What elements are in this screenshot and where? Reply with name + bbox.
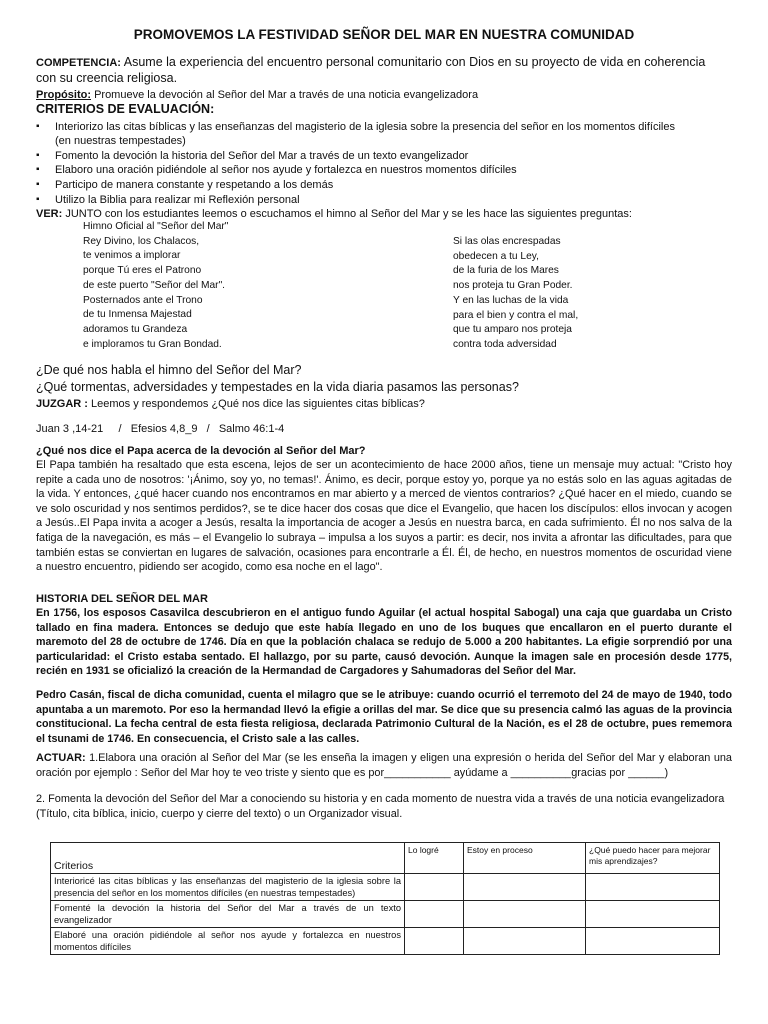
hymn-line: Y en las luchas de la vida [453, 294, 569, 306]
actuar-label: ACTUAR: [36, 752, 86, 764]
criterio-bullet-1: ▪ [36, 121, 40, 132]
ver-label: VER: [36, 208, 63, 220]
header-en-proceso: Estoy en proceso [464, 843, 586, 874]
criterio-item-5: Utilizo la Biblia para realizar mi Reflexión personal [55, 194, 300, 206]
criterio-item-2: Fomento la devoción la historia del Señor del Mar a través de un texto evangelizador [55, 150, 469, 162]
header-mejorar: ¿Qué puedo hacer para mejorar mis aprendizajes? [586, 843, 720, 874]
historia-paragraph-2: Pedro Casán, fiscal de dicha comunidad, cuenta el milagro que se le atribuye: cuando ocurrió el terremoto del 24 de mayo de 1940, todo apuntaba a un maremoto. Por eso la hermandad llevó la efigie a orillas del mar. Se dice que su presencia calmó las aguas de la provincia constitucional. La fecha central de esta fiesta religiosa, declarada Patrimonio Cultural de la Nación, es el 28 de octubre, pues rememora el tsunami de 1746. En consecuencia, el Cristo sale a las calles. [36, 689, 732, 745]
table-row [51, 874, 720, 901]
hymn-line: contra toda adversidad [453, 338, 557, 350]
mejorar-cell[interactable] [586, 928, 720, 955]
table-header-row [51, 843, 720, 874]
criterio-item-4: Participo de manera constante y respetando a los demás [55, 179, 334, 191]
actuar-paragraph [36, 751, 732, 780]
actuar-text: 1.Elabora una oración al Señor del Mar (se les enseña la imagen y eligen una expresión o herida del Señor del Mar y elaboran una oración por ejemplo : Señor del Mar hoy te veo triste y siento que es por___________ ayúdame a __________gracias por ______) [36, 752, 732, 779]
bible-citations: Juan 3 ,14-21 / Efesios 4,8_9 / Salmo 46:1-4 [36, 423, 285, 435]
criterio-item-1: Interiorizo las citas bíblicas y las enseñanzas del magisterio de la iglesia sobre la presencia del señor en los momentos difíciles [55, 121, 675, 133]
table-row [51, 901, 720, 928]
lo-logre-cell[interactable] [405, 901, 464, 928]
juzgar-line [36, 397, 425, 411]
en-proceso-cell[interactable] [464, 928, 586, 955]
criterio-item-1-cont: (en nuestras tempestades) [55, 135, 186, 147]
task-2-paragraph: 2. Fomenta la devoción del Señor del Mar a conociendo su historia y en cada momento de nuestra vida a través de una noticia evangelizadora (Título, cita bíblica, inicio, cuerpo y cierre del texto) o un Organizador visual. [36, 793, 725, 820]
hymn-line: Si las olas encrespadas [453, 236, 561, 247]
en-proceso-cell[interactable] [464, 901, 586, 928]
lo-logre-cell[interactable] [405, 928, 464, 955]
header-criterios: Criterios [51, 843, 405, 874]
historia-paragraph-1: En 1756, los esposos Casavilca descubrieron en el antiguo fundo Aguilar (el actual hospital Sabogal) una caja que guardaba un Cristo tallado en fina madera. Entonces se dedujo que este había llegado en uno de los buques que encallaron en el puerto durante el maremoto del 28 de octubre de 1746. Día en que la población chalaca se redujo de 5.000 a 200 habitantes. La efigie sorprendió por una particularidad: el Cristo estaba sentado. El hallazgo, por su parte, causó devoción. Aunque la imagen sale en procesión desde 1775, recién en 1931 se oficializó la creación de la Hermandad de Cargadores y Sahumadoras del Señor del Mar. [36, 607, 732, 678]
ver-line [36, 207, 632, 221]
hymn-line: para el bien y contra el mal, [453, 309, 579, 321]
question-1: ¿De qué nos habla el himno del Señor del Mar? [36, 363, 302, 377]
hymn-line: que tu amparo nos proteja [453, 324, 572, 336]
criterio-item-3: Elaboro una oración pidiéndole al señor nos ayude y fortalezca en nuestros momentos difíciles [55, 164, 517, 176]
hymn-line: de tu Inmensa Majestad [83, 309, 192, 321]
ver-text: JUNTO con los estudiantes leemos o escuchamos el himno al Señor del Mar y se les hace las siguientes preguntas: [65, 208, 632, 220]
proposito-line [36, 88, 478, 102]
proposito-label: Propósito: [36, 89, 91, 101]
lo-logre-cell[interactable] [405, 874, 464, 901]
competencia-text-1: Asume la experiencia del encuentro personal comunitario con Dios en su proyecto de vida en coherencia [123, 55, 706, 69]
mejorar-cell[interactable] [586, 901, 720, 928]
hymn-line: de este puerto "Señor del Mar". [83, 279, 226, 291]
criterio-bullet-4: ▪ [36, 179, 40, 190]
papa-paragraph: El Papa también ha resaltado que esta escena, lejos de ser un acontecimiento de hace 2000 años, tiene un mensaje muy actual: "Cristo hoy repite a cada uno de nosotros: '¡Ánimo, soy yo, no temas!'. Ánimo, es decir, porque estoy yo, porque ya no estás solo en las aguas agitadas de la vida. Y entonces, ¿qué hacer cuando nos encontramos en mar abierto y a merced de vientos contrarios? ¿Qué hacer en el miedo, cuando se ve solo oscuridad y nos sentimos perdidos?, se te dice hacer dos cosas que dice el Evangelio, que hacen los discípulos: ellos invocan y acogen a Jesús..El Papa invita a acoger a Jesús, resalta la importancia de acoger a Jesús en nuestra barca, en cada sufrimiento. Él no nos salva de la fatiga de la navegación, es más – el Evangelio lo subraya – impulsa a los suyos a partir: es decir, nos invita a afrontar las dificultades, para que también estas se conviertan en lugares de salvación, ocasiones para encontrarle a Él. Él, de hecho, en nuestros momentos de oscuridad viene a nuestro encuentro, pidiendo ser acogido, como esa noche en el lago". [36, 459, 732, 574]
criterio-cell: Fomenté la devoción la historia del Señor del Mar a través de un texto evangelizador [51, 901, 405, 928]
hymn-line: e imploramos tu Gran Bondad. [83, 338, 222, 350]
criterios-heading: CRITERIOS DE EVALUACIÓN: [36, 102, 215, 116]
hymn-line: porque Tú eres el Patrono [83, 265, 202, 277]
hymn-line: Rey Divino, los Chalacos, [83, 235, 200, 247]
hymn-line: Himno Oficial al "Señor del Mar" [83, 221, 229, 232]
header-lo-logre: Lo logré [405, 843, 464, 874]
hymn-line: obedecen a tu Ley, [453, 250, 539, 262]
papa-heading: ¿Qué nos dice el Papa acerca de la devoción al Señor del Mar? [36, 445, 366, 457]
hymn-line: adoramos tu Grandeza [83, 323, 188, 335]
proposito-text: Promueve la devoción al Señor del Mar a través de una noticia evangelizadora [94, 89, 479, 101]
criterio-cell: Interioricé las citas bíblicas y las enseñanzas del magisterio de la iglesia sobre la presencia del señor en los momentos difíciles (en nuestras tempestades) [51, 874, 405, 901]
criterio-cell: Elaboré una oración pidiéndole al señor nos ayude y fortalezca en nuestros momentos difíciles [51, 928, 405, 955]
competencia-label: COMPETENCIA: [36, 57, 121, 69]
hymn-line: te venimos a implorar [83, 250, 181, 262]
hymn-left-column [83, 220, 228, 352]
question-2: ¿Qué tormentas, adversidades y tempestades en la vida diaria pasamos las personas? [36, 380, 519, 394]
page-title: PROMOVEMOS LA FESTIVIDAD SEÑOR DEL MAR EN NUESTRA COMUNIDAD [133, 27, 635, 42]
criteria-table [50, 842, 720, 955]
mejorar-cell[interactable] [586, 874, 720, 901]
criterio-bullet-5: ▪ [36, 194, 40, 205]
competencia-text-2: con su creencia religiosa. [36, 71, 178, 85]
en-proceso-cell[interactable] [464, 874, 586, 901]
juzgar-text: Leemos y respondemos ¿Qué nos dice las siguientes citas bíblicas? [91, 398, 425, 410]
hymn-line: de la furia de los Mares [453, 265, 559, 277]
hymn-right-column [453, 235, 578, 353]
competencia-line-1 [36, 55, 705, 71]
criterio-bullet-2: ▪ [36, 150, 40, 161]
hymn-line: Posternados ante el Trono [83, 294, 203, 306]
hymn-line: nos proteja tu Gran Poder. [453, 280, 573, 292]
historia-heading: HISTORIA DEL SEÑOR DEL MAR [36, 593, 208, 605]
criterio-bullet-3: ▪ [36, 164, 40, 175]
table-row [51, 928, 720, 955]
juzgar-label: JUZGAR : [36, 398, 88, 410]
